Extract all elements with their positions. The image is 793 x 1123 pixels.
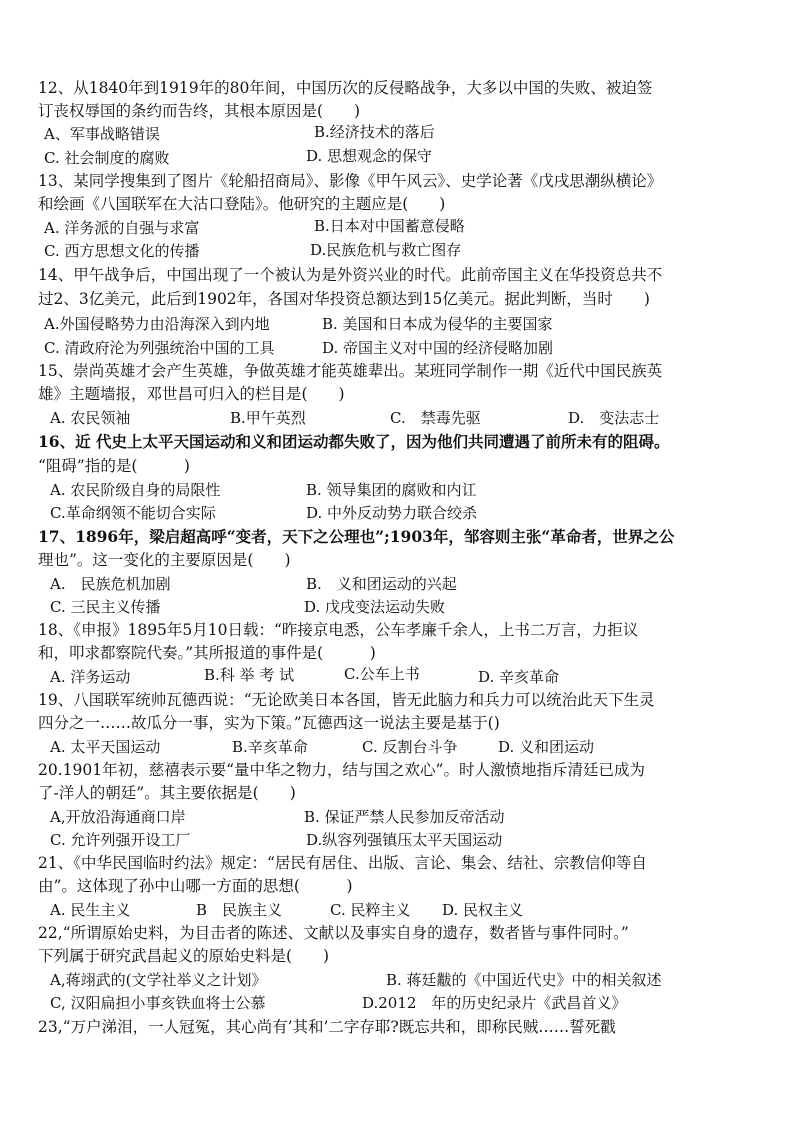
question-18-line-1: 18、《申报》1895年5月10日载：“昨接京电悉，公车孝廉千余人，上书二万言，力拒议 <box>38 621 639 639</box>
question-14-option-b: B. 美国和日本成为侵华的主要国家 <box>322 315 553 333</box>
question-16-option-c: C.革命纲领不能切合实际 <box>50 504 216 522</box>
question-17-option-a: A. 民族危机加剧 <box>50 575 171 593</box>
question-15-option-a: A. 农民领袖 <box>50 409 131 427</box>
question-12-option-c: C. 社会制度的腐败 <box>44 149 170 167</box>
question-12-option-a: A、军事战略错误 <box>44 125 160 143</box>
question-21-line-1: 21、《中华民国临时约法》规定：“居民有居住、出版、言论、集会、结社、宗教信仰等自 <box>38 854 647 872</box>
question-12-line-1: 12、从1840年到1919年的80年间，中国历次的反侵略战争，大多以中国的失败、被迫签 <box>38 79 653 97</box>
question-14-option-a: A.外国侵略势力由沿海深入到内地 <box>44 315 270 333</box>
question-16-option-a: A. 农民阶级自身的局限性 <box>50 481 221 499</box>
question-13-option-d: D.民族危机与救亡图存 <box>310 241 462 259</box>
question-13-line-2: 和绘画《八国联军在大沽口登陆》。他研究的主题应是( ) <box>38 195 446 213</box>
question-13-option-c: C. 西方思想文化的传播 <box>44 242 200 260</box>
question-22-option-c: C, 汉阳扁担小事亥铁血将士公慕 <box>50 994 266 1012</box>
question-20-option-d: D.纵容列强镇压太平天国运动 <box>306 831 503 849</box>
question-22-option-d: D.2012 年的历史纪录片《武昌首义》 <box>362 994 627 1012</box>
question-17-line-2: 理也”。这一变化的主要原因是( ) <box>38 551 291 569</box>
question-18-option-b: B.科 举 考 试 <box>204 666 295 684</box>
question-15-option-d: D. 变法志士 <box>568 409 660 427</box>
question-18-line-2: 和，叩求都察院代奏。”其所报道的事件是( ) <box>38 644 376 662</box>
question-12-option-d: D. 思想观念的保守 <box>306 147 433 165</box>
question-14-option-c: C. 清政府沦为列强统治中国的工具 <box>44 339 275 357</box>
question-15-option-c: C. 禁毒先驱 <box>390 409 481 427</box>
question-19-line-1: 19、八国联军统帅瓦德西说：“无论欧美日本各国，皆无此脑力和兵力可以统治此天下生灵 <box>38 691 655 709</box>
question-14-line-1: 14、甲午战争后，中国出现了一个被认为是外资兴业的时代。此前帝国主义在华投资总共不 <box>38 266 663 284</box>
question-21-option-b: B 民族主义 <box>196 901 283 919</box>
question-13-line-1: 13、某同学搜集到了图片《轮船招商局》、影像《甲午风云》、史学论著《戊戌思潮纵横论》 <box>38 172 663 190</box>
question-20-line-1: 20.1901年初，慈禧表示要“量中华之物力，结与国之欢心”。时人激愤地指斥清廷已成为 <box>38 761 645 779</box>
question-22-option-a: A,蒋翊武的(文学社举义之计划》 <box>50 971 267 989</box>
question-18-option-a: A. 洋务运动 <box>50 668 131 686</box>
question-12-line-2: 订丧权辱国的条约而告终，其根本原因是( ) <box>38 102 361 120</box>
question-13-option-b: B.日本对中国蓄意侵略 <box>314 217 465 235</box>
question-21-option-a: A. 民生主义 <box>50 901 131 919</box>
question-17-option-d: D. 戊戌变法运动失败 <box>304 598 446 616</box>
question-18-option-c: C.公车上书 <box>344 665 420 683</box>
question-16-line-2: “阻碍”指的是( ) <box>38 457 190 475</box>
question-21-option-d: D. 民权主义 <box>442 901 524 919</box>
question-23-line-1: 23,“万户涕泪，一人冠冤，其心尚有’其和’二字存耶?既忘共和，即称民贼……誓死戳 <box>38 1018 616 1036</box>
question-17-line-1: 17、1896年，梁启超高呼“变者，天下之公理也”;1903年，邹容则主张“革命者，世界之公 <box>38 527 675 546</box>
question-15-option-b: B.甲午英烈 <box>230 409 306 427</box>
question-19-option-b: B.辛亥革命 <box>232 738 308 756</box>
question-14-option-d: D. 帝国主义对中国的经济侵略加剧 <box>322 339 554 357</box>
question-16-option-d: D. 中外反动势力联合绞杀 <box>306 504 478 522</box>
question-19-line-2: 四分之一……故瓜分一事，实为下策。”瓦德西这一说法主要是基于() <box>38 714 500 732</box>
question-13-option-a: A. 洋务派的自强与求富 <box>44 219 200 237</box>
question-20-option-a: A,开放沿海通商口岸 <box>50 808 186 826</box>
question-22-option-b: B. 蒋廷黻的《中国近代史》中的相关叙述 <box>386 971 662 989</box>
question-22-line-2: 下列属于研究武昌起义的原始史料是( ) <box>38 947 330 965</box>
question-15-line-1: 15、崇尚英雄才会产生英雄，争做英雄才能英雄辈出。某班同学制作一期《近代中国民族英 <box>38 362 663 380</box>
question-20-option-b: B. 保证严禁人民参加反帝活动 <box>304 808 505 826</box>
question-19-option-d: D. 义和团运动 <box>498 738 595 756</box>
question-12-option-b: B.经济技术的落后 <box>314 123 435 141</box>
question-20-line-2: 了-洋人的朝廷”。其主要依据是( ) <box>38 784 296 802</box>
question-17-option-c: C. 三民主义传播 <box>50 598 161 616</box>
question-18-option-d: D. 辛亥革命 <box>478 668 560 686</box>
question-16-line-1: 16、近 代史上太平天国运动和义和团运动都失败了，因为他们共同遭遇了前所未有的阻碍。 <box>38 432 670 451</box>
question-17-option-b: B. 义和团运动的兴起 <box>306 575 457 593</box>
question-16-option-b: B. 领导集团的腐败和内讧 <box>306 481 477 499</box>
question-19-option-a: A. 太平天国运动 <box>50 738 161 756</box>
question-21-option-c: C. 民粹主义 <box>330 901 411 919</box>
question-14-line-2: 过2、3亿美元，此后到1902年，各国对华投资总额达到15亿美元。据此判断，当时 ) <box>38 290 650 308</box>
question-20-option-c: C. 允许列强开设工厂 <box>50 831 191 849</box>
question-19-option-c: C. 反割台斗争 <box>362 738 458 756</box>
question-22-line-1: 22,“所谓原始史料，为目击者的陈述、文献以及事实自身的遗存，数者皆与事件同时。” <box>38 924 629 942</box>
question-15-line-2: 雄》主题墙报，邓世昌可归入的栏目是( ) <box>38 385 345 403</box>
question-21-line-2: 由”。这体现了孙中山哪一方面的思想( ) <box>38 877 353 895</box>
